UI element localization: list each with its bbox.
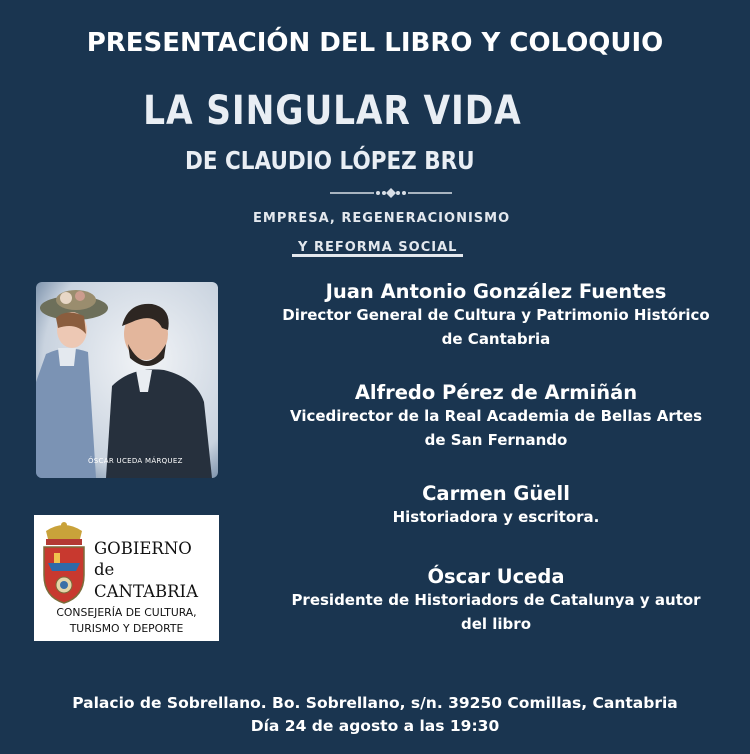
logo-line-cantabria: CANTABRIA [94, 582, 198, 601]
logo-line-gobierno: GOBIERNO [94, 539, 192, 558]
tagline-underline [292, 234, 463, 257]
speaker-name: Juan Antonio González Fuentes [325, 280, 667, 303]
tagline-line-2: Y REFORMA SOCIAL [298, 240, 458, 255]
speaker-block [246, 565, 746, 636]
speaker-role: Presidente de Historiadors de Catalunya y autor [291, 591, 701, 609]
speaker-name: Alfredo Pérez de Armiñán [354, 381, 638, 404]
speaker-block [246, 381, 746, 452]
event-heading: PRESENTACIÓN DEL LIBRO Y COLOQUIO [86, 28, 664, 58]
gobierno-cantabria-logo [34, 515, 219, 641]
book-subtitle: DE CLAUDIO LÓPEZ BRU [184, 146, 475, 175]
event-venue: Palacio de Sobrellano. Bo. Sobrellano, s/n. 39250 Comillas, Cantabria [72, 694, 678, 712]
speaker-role: del libro [461, 615, 531, 633]
event-date: Día 24 de agosto a las 19:30 [250, 717, 500, 735]
logo-line-consejeria: CONSEJERÍA DE CULTURA, [56, 606, 197, 619]
portrait-caption: ÓSCAR UCEDA MÁRQUEZ [88, 457, 183, 465]
logo-line-de: de [94, 560, 115, 579]
speaker-name: Óscar Uceda [427, 565, 565, 588]
logo-line-turismo: TURISMO Y DEPORTE [69, 622, 184, 635]
ornament-divider-icon [330, 186, 452, 200]
speaker-block [246, 280, 746, 351]
speaker-role: Historiadora y escritora. [392, 508, 600, 526]
book-title: LA SINGULAR VIDA [143, 88, 522, 134]
speaker-role: de Cantabria [441, 330, 551, 348]
speaker-name: Carmen Güell [422, 482, 570, 505]
cantabria-crest-icon [38, 519, 90, 605]
tagline-line-1: EMPRESA, REGENERACIONISMO [253, 211, 511, 226]
speaker-block [246, 482, 746, 529]
speaker-role: Director General de Cultura y Patrimonio Histórico [282, 306, 710, 324]
portrait-illustration-icon [36, 282, 218, 478]
speaker-role: Vicedirector de la Real Academia de Bellas Artes [289, 407, 703, 425]
book-cover-portrait [36, 282, 218, 478]
speaker-role: de San Fernando [424, 431, 568, 449]
